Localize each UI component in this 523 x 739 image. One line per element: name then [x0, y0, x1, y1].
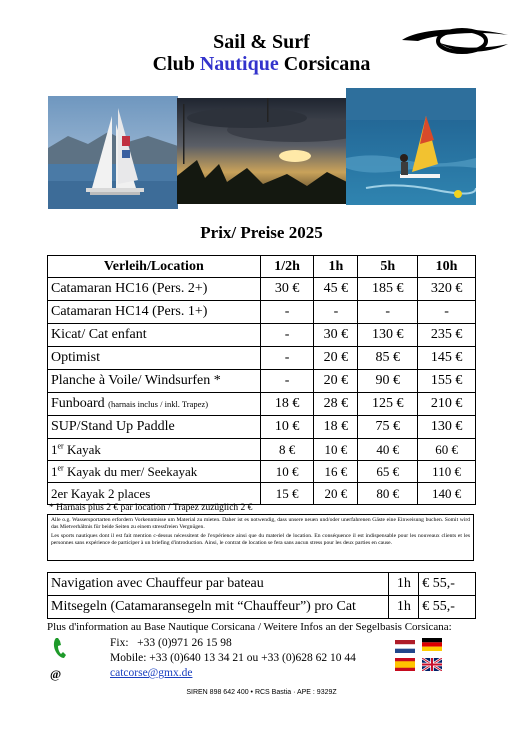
photo-catamaran	[48, 96, 178, 209]
fine-print-box	[47, 514, 474, 561]
table-row	[48, 416, 476, 439]
price-table-header	[48, 256, 476, 278]
price-cell: 10 €	[260, 461, 314, 483]
price-cell: 28 €	[314, 393, 358, 416]
table-row	[48, 483, 476, 505]
price-cell: -	[418, 301, 476, 324]
nav-duration: 1h	[389, 596, 419, 619]
row-label: Catamaran HC16 (Pers. 2+)	[48, 278, 261, 301]
title-line-1: Sail & Surf	[213, 31, 310, 53]
flag-netherlands-icon	[395, 640, 415, 653]
table-row	[48, 461, 476, 483]
price-cell: 10 €	[260, 416, 314, 439]
table-row	[48, 393, 476, 416]
table-row	[48, 370, 476, 393]
navigation-table	[47, 572, 476, 619]
row-label-note: (harnais inclus / inkl. Trapez)	[108, 399, 209, 409]
title-corsicana: Corsicana	[283, 53, 371, 75]
price-cell: 40 €	[358, 439, 418, 461]
price-cell: -	[260, 301, 314, 324]
at-icon: @	[50, 667, 62, 681]
footer-registration: SIREN 898 642 400 • RCS Bastia · APE : 9329Z	[186, 689, 337, 696]
price-table	[47, 255, 476, 505]
price-cell: 20 €	[314, 370, 358, 393]
price-cell: 85 €	[358, 347, 418, 370]
row-label: 1er Kayak	[48, 439, 261, 461]
price-cell: 145 €	[418, 347, 476, 370]
mobile-phone: Mobile: +33 (0)640 13 34 21 ou +33 (0)628 62 10 44	[110, 652, 356, 664]
price-cell: 125 €	[358, 393, 418, 416]
price-cell: 60 €	[418, 439, 476, 461]
title-line-2	[0, 53, 523, 76]
row-label: Kicat/ Cat enfant	[48, 324, 261, 347]
title-club: Club	[152, 53, 195, 75]
title-nautique: Nautique	[199, 53, 279, 75]
price-cell: -	[260, 370, 314, 393]
prices-heading: Prix/ Preise 2025	[200, 223, 323, 242]
nav-price: € 55,-	[419, 596, 476, 619]
col-header-location: Verleih/Location	[48, 256, 261, 278]
fix-phone: Fix: +33 (0)971 26 15 98	[110, 637, 232, 649]
nav-label: Navigation avec Chauffeur par bateau	[48, 573, 389, 596]
price-cell: -	[358, 301, 418, 324]
table-row	[48, 347, 476, 370]
price-cell: 320 €	[418, 278, 476, 301]
col-header-5h: 5h	[358, 256, 418, 278]
table-row	[48, 278, 476, 301]
phone-icon	[53, 637, 67, 659]
nav-duration: 1h	[389, 573, 419, 596]
price-cell: 20 €	[314, 347, 358, 370]
email-link[interactable]: catcorse@gmx.de	[110, 667, 193, 679]
price-cell: 30 €	[314, 324, 358, 347]
price-cell: 18 €	[260, 393, 314, 416]
harnais-note: * Harnais plus 2 € par location / Trapez zuzüglich 2 €	[49, 503, 253, 513]
col-header-1h: 1h	[314, 256, 358, 278]
price-cell: 80 €	[358, 483, 418, 505]
photo-sunset	[177, 98, 362, 204]
col-header-10h: 10h	[418, 256, 476, 278]
row-label: Planche à Voile/ Windsurfen *	[48, 370, 261, 393]
price-cell: -	[260, 347, 314, 370]
table-row	[48, 439, 476, 461]
flag-uk-icon	[422, 658, 442, 671]
price-cell: 15 €	[260, 483, 314, 505]
price-cell: 130 €	[358, 324, 418, 347]
info-line: Plus d'information au Base Nautique Corsicana / Weitere Infos an der Segelbasis Corsicana:	[47, 621, 452, 633]
flag-germany-icon	[422, 638, 442, 651]
price-cell: 45 €	[314, 278, 358, 301]
photo-windsurfer	[346, 88, 476, 205]
price-cell: 130 €	[418, 416, 476, 439]
nav-label: Mitsegeln (Catamaransegeln mit “Chauffeur”) pro Cat	[48, 596, 389, 619]
price-cell: 155 €	[418, 370, 476, 393]
table-row	[48, 596, 476, 619]
price-cell: 10 €	[314, 439, 358, 461]
row-label-main: Funboard	[51, 396, 105, 411]
row-label: 1er Kayak du mer/ Seekayak	[48, 461, 261, 483]
price-cell: 16 €	[314, 461, 358, 483]
price-cell: -	[260, 324, 314, 347]
table-row	[48, 573, 476, 596]
price-cell: 75 €	[358, 416, 418, 439]
fine-print-de: Alle o.g. Wassersportarten erfordern Vorkenntnisse um Material zu mieten. Daher ist es notwendig, dass unsere neuen und/oder unerfahrenen Gäste eine Einweisung buchen. Somit wird das Mietverhältnis für beide Seiten zu einem stressfreien Vergnügen.	[51, 517, 470, 530]
price-cell: 18 €	[314, 416, 358, 439]
table-row	[48, 324, 476, 347]
price-cell: 235 €	[418, 324, 476, 347]
price-cell: 90 €	[358, 370, 418, 393]
fine-print-fr: Les sports nautiques dont il est fait mention c-dessus nécessitent de l'expérience ainsi que du materiel de location. En conséquence il est indispensable pour les nouveaux clients et les personnes sans expérience de participer à un briefing d'introduction. Ainsi, le contrat de location se fera sans aucun stress pour les deux parties en cause.	[51, 533, 470, 546]
table-row	[48, 301, 476, 324]
row-label: Catamaran HC14 (Pers. 1+)	[48, 301, 261, 324]
flag-spain-icon	[395, 658, 415, 671]
price-cell: 140 €	[418, 483, 476, 505]
price-cell: 30 €	[260, 278, 314, 301]
price-cell: 210 €	[418, 393, 476, 416]
price-cell: -	[314, 301, 358, 324]
price-cell: 110 €	[418, 461, 476, 483]
logo-swoosh	[400, 26, 510, 56]
row-label: SUP/Stand Up Paddle	[48, 416, 261, 439]
row-label: Optimist	[48, 347, 261, 370]
price-cell: 65 €	[358, 461, 418, 483]
price-cell: 185 €	[358, 278, 418, 301]
col-header-half-hour: 1/2h	[260, 256, 314, 278]
price-cell: 20 €	[314, 483, 358, 505]
row-label: 2er Kayak 2 places	[48, 483, 261, 505]
row-label	[48, 393, 261, 416]
nav-price: € 55,-	[419, 573, 476, 596]
price-cell: 8 €	[260, 439, 314, 461]
